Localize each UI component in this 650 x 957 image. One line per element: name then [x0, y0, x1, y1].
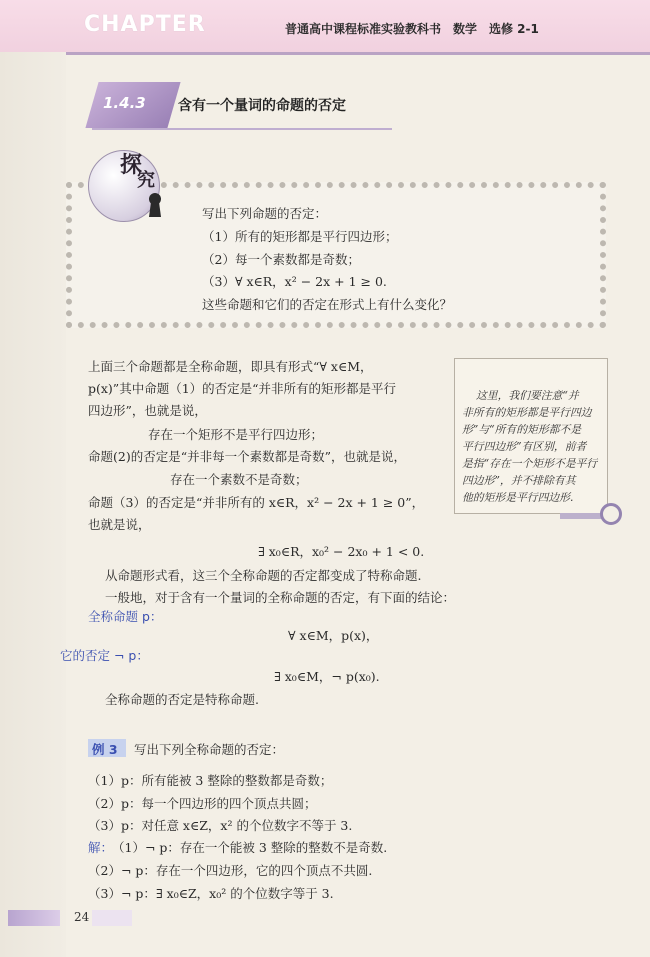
section-title: 含有一个量词的命题的否定 [178, 98, 346, 114]
explore-line: 写出下列命题的否定： [202, 206, 328, 221]
note-line: 这里，我们要注意“并 [476, 389, 579, 402]
example-item: （1）p：所有能被 3 整除的整数都是奇数； [88, 773, 333, 788]
key-icon [600, 503, 622, 525]
body-line: 存在一个矩形不是平行四边形； [148, 427, 324, 442]
solution-item: （2）¬ p：存在一个四边形，它的四个顶点不共圆. [88, 863, 373, 878]
universal-label: 全称命题 p： [88, 609, 163, 624]
explore-line: 这些命题和它们的否定在形式上有什么变化？ [202, 297, 453, 312]
note-line: 他的矩形是平行四边形. [462, 491, 574, 504]
body-line: 一般地，对于含有一个量词的全称命题的否定，有下面的结论： [105, 590, 456, 605]
formula: ∃ x₀∈R，x₀² − 2x₀ + 1 < 0. [258, 544, 425, 559]
body-line: 从命题形式看，这三个全称命题的否定都变成了特称命题. [105, 568, 422, 583]
margin-strip [0, 52, 66, 957]
body-line: 全称命题的否定是特称命题. [105, 692, 259, 707]
note-line: 非所有的矩形都是平行四边 [462, 406, 592, 419]
section-number: 1.4.3 [103, 94, 146, 112]
note-line: 平行四边形”有区别，前者 [462, 440, 587, 453]
note-line: 四边形”，并不排除有其 [462, 474, 576, 487]
keyhole-icon [146, 192, 164, 218]
body-line: 也就是说， [88, 517, 151, 532]
body-line: 命题（3）的否定是“并非所有的 x∈R，x² − 2x + 1 ≥ 0”， [88, 495, 425, 510]
page-number: 24 [74, 910, 90, 924]
note-line: 是指“存在一个矩形不是平行 [462, 457, 598, 470]
series-title: 普通高中课程标准实验教科书 数学 选修 2-1 [285, 22, 539, 36]
footer-bar [92, 910, 132, 926]
note-line: 形”与“所有的矩形都不是 [462, 423, 582, 436]
body-line: p(x)”其中命题（1）的否定是“并非所有的矩形都是平行 [88, 381, 397, 396]
chapter-label: CHAPTER [84, 12, 206, 37]
example-prompt: 写出下列全称命题的否定： [134, 742, 285, 757]
explore-line: （1）所有的矩形都是平行四边形； [202, 229, 398, 244]
solution-label: 解： [88, 840, 114, 855]
explore-line: （2）每一个素数都是奇数； [202, 252, 360, 267]
body-line: 命题(2)的否定是“并非每一个素数都是奇数”，也就是说， [88, 449, 406, 464]
footer-bar [8, 910, 60, 926]
body-line: 上面三个命题都是全称命题，即具有形式“∀ x∈M， [88, 359, 373, 374]
example-item: （2）p：每一个四边形的四个顶点共圆； [88, 796, 317, 811]
explore-badge-char-2: 究 [137, 170, 155, 191]
explore-line: （3）∀ x∈R，x² − 2x + 1 ≥ 0. [202, 274, 387, 289]
section-underline [92, 128, 392, 130]
solution-item: （3）¬ p：∃ x₀∈Z，x₀² 的个位数字等于 3. [88, 886, 334, 901]
body-line: 存在一个素数不是奇数； [170, 472, 308, 487]
explore-badge-char-1: 探 [120, 152, 143, 178]
example-label: 例 3 [92, 742, 118, 757]
negation-label: 它的否定 ¬ p： [60, 648, 149, 663]
formula: ∃ x₀∈M，¬ p(x₀). [274, 669, 380, 684]
body-line: 四边形”，也就是说， [88, 403, 207, 418]
solution-item: （1）¬ p：存在一个能被 3 整除的整数不是奇数. [112, 840, 388, 855]
formula: ∀ x∈M，p(x)， [288, 628, 379, 643]
example-item: （3）p：对任意 x∈Z，x² 的个位数字不等于 3. [88, 818, 353, 833]
